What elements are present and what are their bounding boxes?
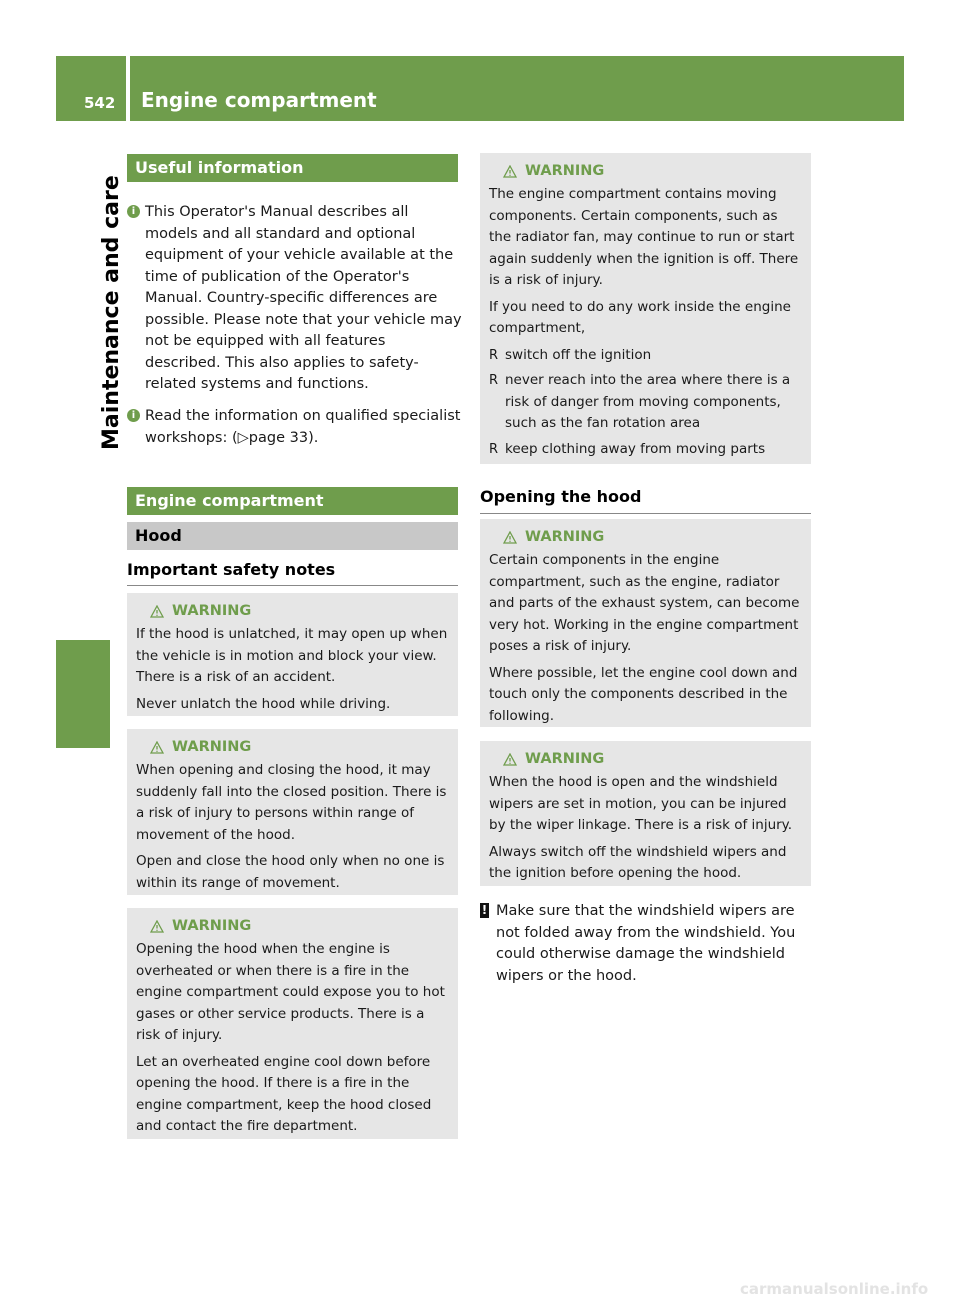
warning-text: Let an overheated engine cool down before opening the hood. If there is a fire in the engine compartment, keep the hood closed and contact the fire department. <box>136 1053 432 1134</box>
warning-triangle-icon <box>150 920 164 933</box>
warning-text: Open and close the hood only when no one is within its range of movement. <box>136 853 445 891</box>
page-ref-arrow-icon: ▷ <box>237 429 249 446</box>
warning-text: Never unlatch the hood while driving. <box>136 695 391 712</box>
warning-bullet-list <box>489 345 803 461</box>
warning-header <box>134 735 450 760</box>
warning-box <box>127 593 458 716</box>
list-item-text: keep clothing away from moving parts <box>505 440 766 457</box>
list-item <box>489 439 803 461</box>
useful-info-bar: Useful information <box>127 154 458 182</box>
list-item <box>489 345 803 367</box>
info-note-2-text: Read the information on qualified specialist workshops: ( <box>145 408 461 446</box>
page-title: Engine compartment <box>141 88 377 112</box>
warning-text: When the hood is open and the windshield wipers are set in motion, you can be injured by the wiper linkage. There is a risk of injury. <box>489 774 793 833</box>
warning-header <box>134 914 450 939</box>
subsection-bar-hood: Hood <box>127 522 458 550</box>
warning-label: WARNING <box>525 750 605 767</box>
warning-box <box>480 741 811 886</box>
section-bar-engine-compartment: Engine compartment <box>127 487 458 515</box>
bullet-marker: R <box>489 347 499 363</box>
warning-triangle-icon <box>503 165 517 178</box>
warning-header <box>134 599 450 624</box>
side-tab-marker <box>56 640 110 748</box>
list-item-text: switch off the ignition <box>505 346 652 363</box>
side-tab-title: Maintenance and care <box>99 175 124 450</box>
page-number: 542 <box>84 94 116 112</box>
info-note-2-end: ). <box>308 429 319 446</box>
exclamation-icon: ! <box>481 903 488 917</box>
heading-opening-the-hood: Opening the hood <box>480 487 811 514</box>
footer-watermark: carmanualsonline.info <box>740 1280 929 1298</box>
bullet-marker: R <box>489 373 499 388</box>
warning-label: WARNING <box>172 602 252 619</box>
warning-label: WARNING <box>172 738 252 755</box>
caution-note <box>480 901 815 987</box>
warning-triangle-icon <box>150 605 164 618</box>
warning-header <box>487 159 803 184</box>
warning-label: WARNING <box>525 162 605 179</box>
info-note-1 <box>127 202 462 396</box>
info-note-2 <box>127 406 462 449</box>
warning-text: If you need to do any work inside the engine compartment, <box>489 298 791 336</box>
warning-text: Certain components in the engine compartment, such as the engine, radiator and parts of the exhaust system, can become very hot. Working in the engine compartment poses a risk of injury. <box>489 552 800 654</box>
warning-text: Opening the hood when the engine is overheated or when there is a fire in the engine compartment could expose you to hot gases or other service products. There is a risk of injury. <box>136 941 445 1043</box>
warning-triangle-icon <box>503 531 517 544</box>
page-ref-link[interactable]: page 33 <box>248 429 309 446</box>
warning-text: The engine compartment contains moving components. Certain components, such as the radiator fan, may continue to run or start again suddenly when the ignition is off. There is a risk of injury. <box>489 186 799 288</box>
header-separator <box>126 56 130 121</box>
list-item-text: never reach into the area where there is a risk of danger from moving components, such as the fan rotation area <box>505 372 791 431</box>
warning-text: Where possible, let the engine cool down and touch only the components described in the following. <box>489 664 798 724</box>
caution-note-text: Make sure that the windshield wipers are not folded away from the windshield. You could otherwise damage the windshield wipers or the hood. <box>496 903 796 984</box>
warning-box <box>127 908 458 1139</box>
info-note-1-text: This Operator's Manual describes all models and all standard and optional equipment of your vehicle available at the time of publication of the Operator's Manual. Country-specific differences are possible. Please note that your vehicle may not be equipped with all features described. This also applies to safety-related systems and functions. <box>145 204 462 392</box>
warning-text: If the hood is unlatched, it may open up when the vehicle is in motion and block your view. There is a risk of an accident. <box>136 626 448 685</box>
warning-triangle-icon <box>150 741 164 754</box>
warning-header <box>487 747 803 772</box>
warning-label: WARNING <box>525 528 605 545</box>
info-icon: i <box>127 409 140 422</box>
warning-box <box>480 519 811 727</box>
warning-text: Always switch off the windshield wipers and the ignition before opening the hood. <box>489 843 787 881</box>
bullet-marker: R <box>489 441 499 457</box>
warning-text: When opening and closing the hood, it may suddenly fall into the closed position. There is a risk of injury to persons within range of movement of the hood. <box>136 762 447 843</box>
warning-header <box>487 525 803 550</box>
warning-label: WARNING <box>172 917 252 934</box>
info-icon: i <box>127 205 140 218</box>
warning-box <box>127 729 458 895</box>
warning-box <box>480 153 811 464</box>
list-item <box>489 370 803 435</box>
warning-triangle-icon <box>503 753 517 766</box>
heading-important-safety-notes: Important safety notes <box>127 560 458 586</box>
